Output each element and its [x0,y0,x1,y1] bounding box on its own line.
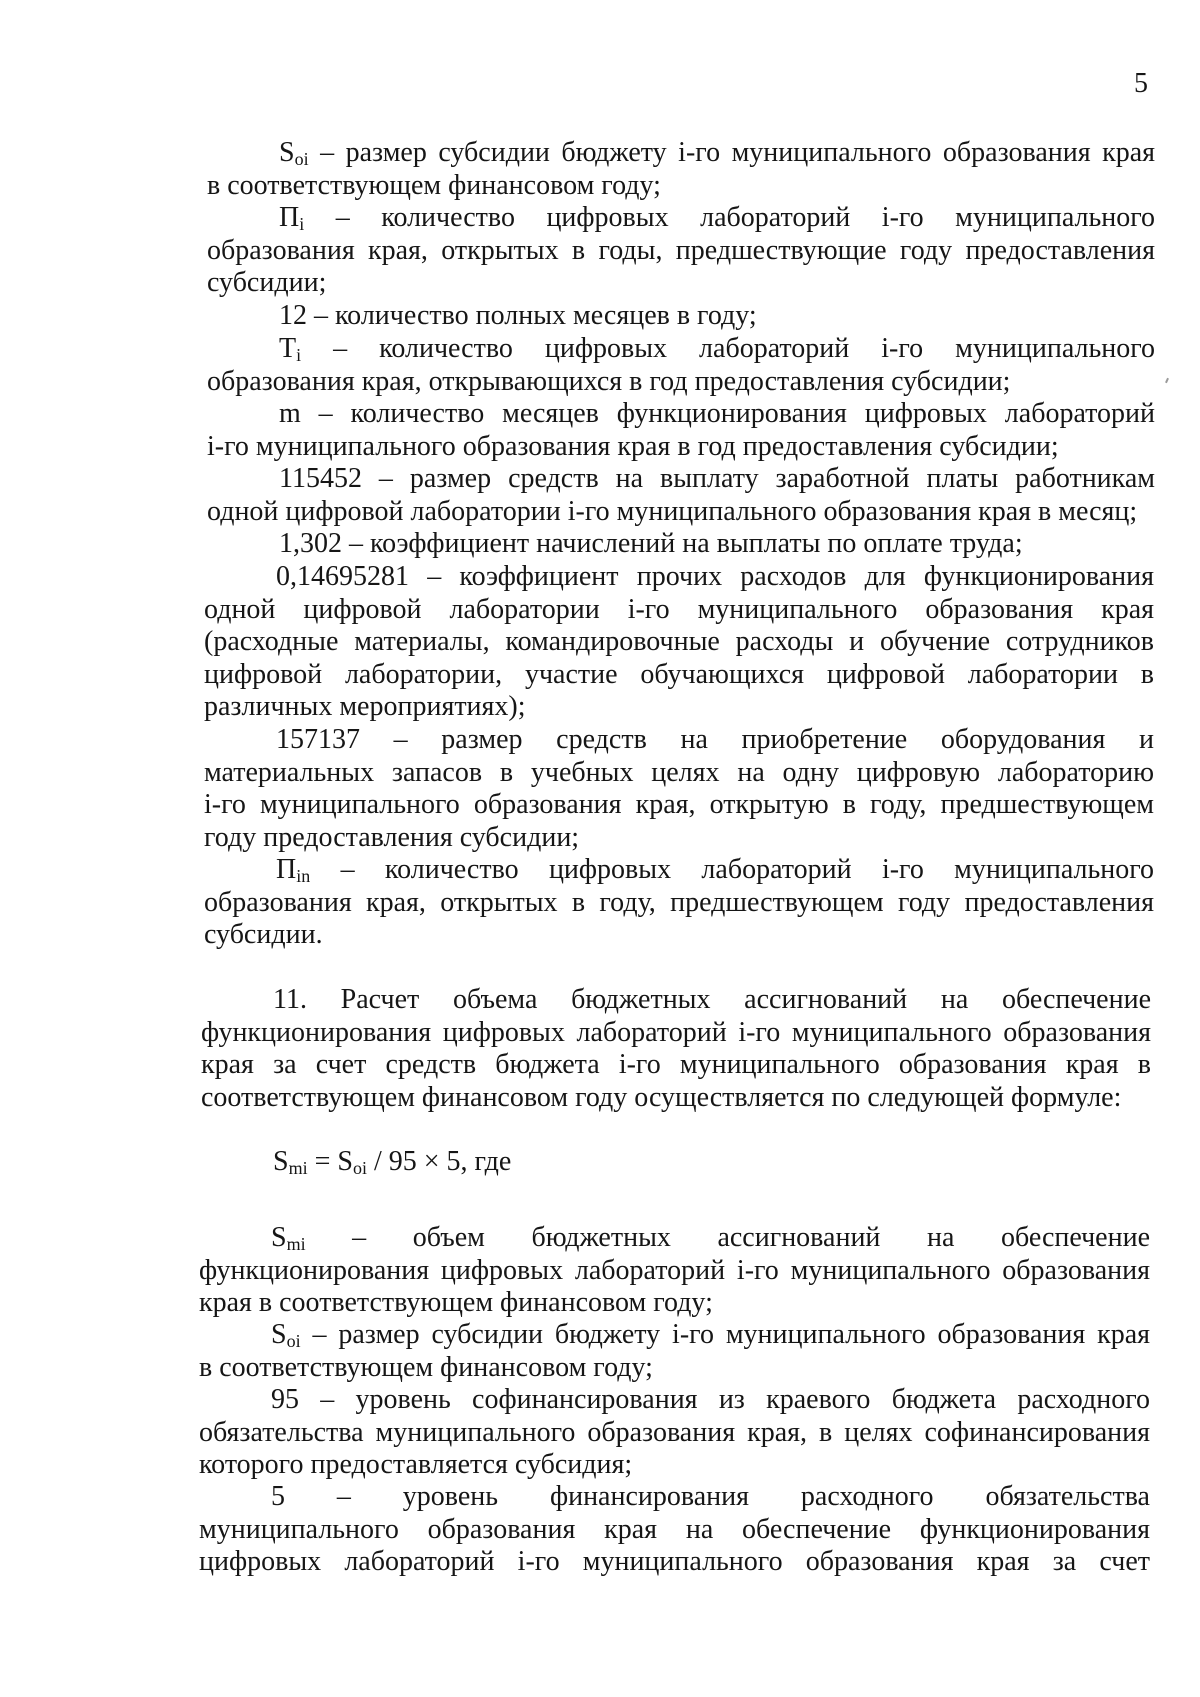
text-line: которого предоставляется субсидия; [199,1449,633,1480]
paragraph-salary [207,463,1155,528]
paragraph-pi-definition [207,202,1155,300]
text-line: муниципального образования края на обеспечение функционирования [199,1513,1150,1545]
text-line: различных мероприятиях); [204,691,526,722]
symbol-soi: $S_{oi}$ [279,137,309,169]
page-number: 5 [1134,68,1148,99]
text-line: 5 – уровень финансирования расходного обязательства [271,1481,1150,1512]
text-line: 157137 – размер средств на приобретение оборудования и [276,724,1154,755]
text-line: 11. Расчет объема бюджетных ассигнований на обеспечение [273,984,1151,1015]
paragraph-soi-definition [207,137,1155,202]
text-line: образования края, открывающихся в год предоставления субсидии; [207,365,1011,397]
scan-speck [1165,378,1169,383]
text-line: функционирования цифровых лабораторий i-го муниципального образования [199,1254,1150,1286]
text-line: в соответствующем финансовом году; [207,169,661,201]
text-line: одной цифровой лаборатории i-го муниципального образования края [204,593,1154,625]
text-line: (расходные материалы, командировочные расходы и обучение сотрудников [204,626,1154,657]
symbol-pi: $П_i$ [279,202,305,234]
text-line: обязательства муниципального образования края, в целях софинансирования [199,1416,1150,1448]
text-line: в соответствующем финансовом году; [199,1351,653,1383]
formula-line: $S_{mi} = S_{oi} / 95 \times 5$, где [273,1146,512,1178]
text-line: края в соответствующем финансовом году; [199,1287,713,1318]
text-line: цифровых лабораторий i-го муниципального образования края за счет [199,1546,1150,1577]
paragraph-smi-definition [199,1222,1150,1320]
paragraph-coefficient-other [204,561,1154,724]
text-line: $П_i$ – количество цифровых лабораторий i-го муниципального [279,202,1156,234]
paragraph-equipment [204,724,1154,854]
paragraph-m-definition [207,398,1155,463]
text-line: субсидии. [204,919,323,950]
text-line: образования края, открытых в году, предшествующем году предоставления [204,886,1154,918]
symbol-ti: $T_i$ [279,333,302,365]
paragraph-cofinancing-95 [199,1384,1150,1482]
text-line: соответствующем финансовом году осуществляется по следующей формуле: [201,1081,1122,1113]
text-line: 0,14695281 – коэффициент прочих расходов для функционирования [276,561,1154,592]
paragraph-months [207,300,1155,333]
paragraph-coefficient-accruals [207,528,1155,561]
formula-smi [273,1146,873,1179]
symbol-pin: $П_{in}$ [276,854,311,886]
paragraph-pin-definition [204,854,1154,952]
text-line: i-го муниципального образования края, открытую в году, предшествующем [204,789,1154,820]
text-line: края за счет средств бюджета i-го муниципального образования края в [201,1049,1151,1080]
text-line: m – количество месяцев функционирования цифровых лабораторий [279,398,1155,429]
paragraph-section-11 [201,984,1151,1114]
text-line: материальных запасов в учебных целях на одну цифровую лабораторию [204,756,1154,788]
paragraph-financing-5 [199,1481,1150,1579]
text-line: цифровой лаборатории, участие обучающихся цифровой лаборатории в [204,658,1154,690]
symbol-soi: $S_{oi}$ [271,1319,301,1351]
text-line: $П_{in}$ – количество цифровых лабораторий i-го муниципального [276,854,1155,886]
paragraph-soi-definition-2 [199,1319,1150,1384]
text-line: $S_{oi}$ – размер субсидии бюджету i-го муниципального образования края [271,1319,1151,1351]
text-line: 1,302 – коэффициент начислений на выплаты по оплате труда; [279,528,1023,559]
text-line: 12 – количество полных месяцев в году; [279,300,757,331]
symbol-smi: $S_{mi}$ [271,1222,306,1254]
text-line: $S_{mi}$ – объем бюджетных ассигнований на обеспечение [271,1222,1150,1254]
text-line: $S_{oi}$ – размер субсидии бюджету i-го муниципального образования края [279,137,1156,169]
text-line: i-го муниципального образования края в год предоставления субсидии; [207,430,1059,462]
text-line: образования края, открытых в годы, предшествующие году предоставления [207,234,1155,266]
text-line: одной цифровой лаборатории i-го муниципального образования края в месяц; [207,495,1138,527]
text-line: 115452 – размер средств на выплату заработной платы работникам [279,463,1155,494]
text-line: году предоставления субсидии; [204,821,580,853]
text-line: функционирования цифровых лабораторий i-го муниципального образования [201,1016,1151,1048]
text-line: субсидии; [207,267,327,298]
text-line: 95 – уровень софинансирования из краевого бюджета расходного [271,1384,1150,1415]
text-line: $T_i$ – количество цифровых лабораторий i-го муниципального [279,333,1156,365]
paragraph-ti-definition [207,333,1155,398]
